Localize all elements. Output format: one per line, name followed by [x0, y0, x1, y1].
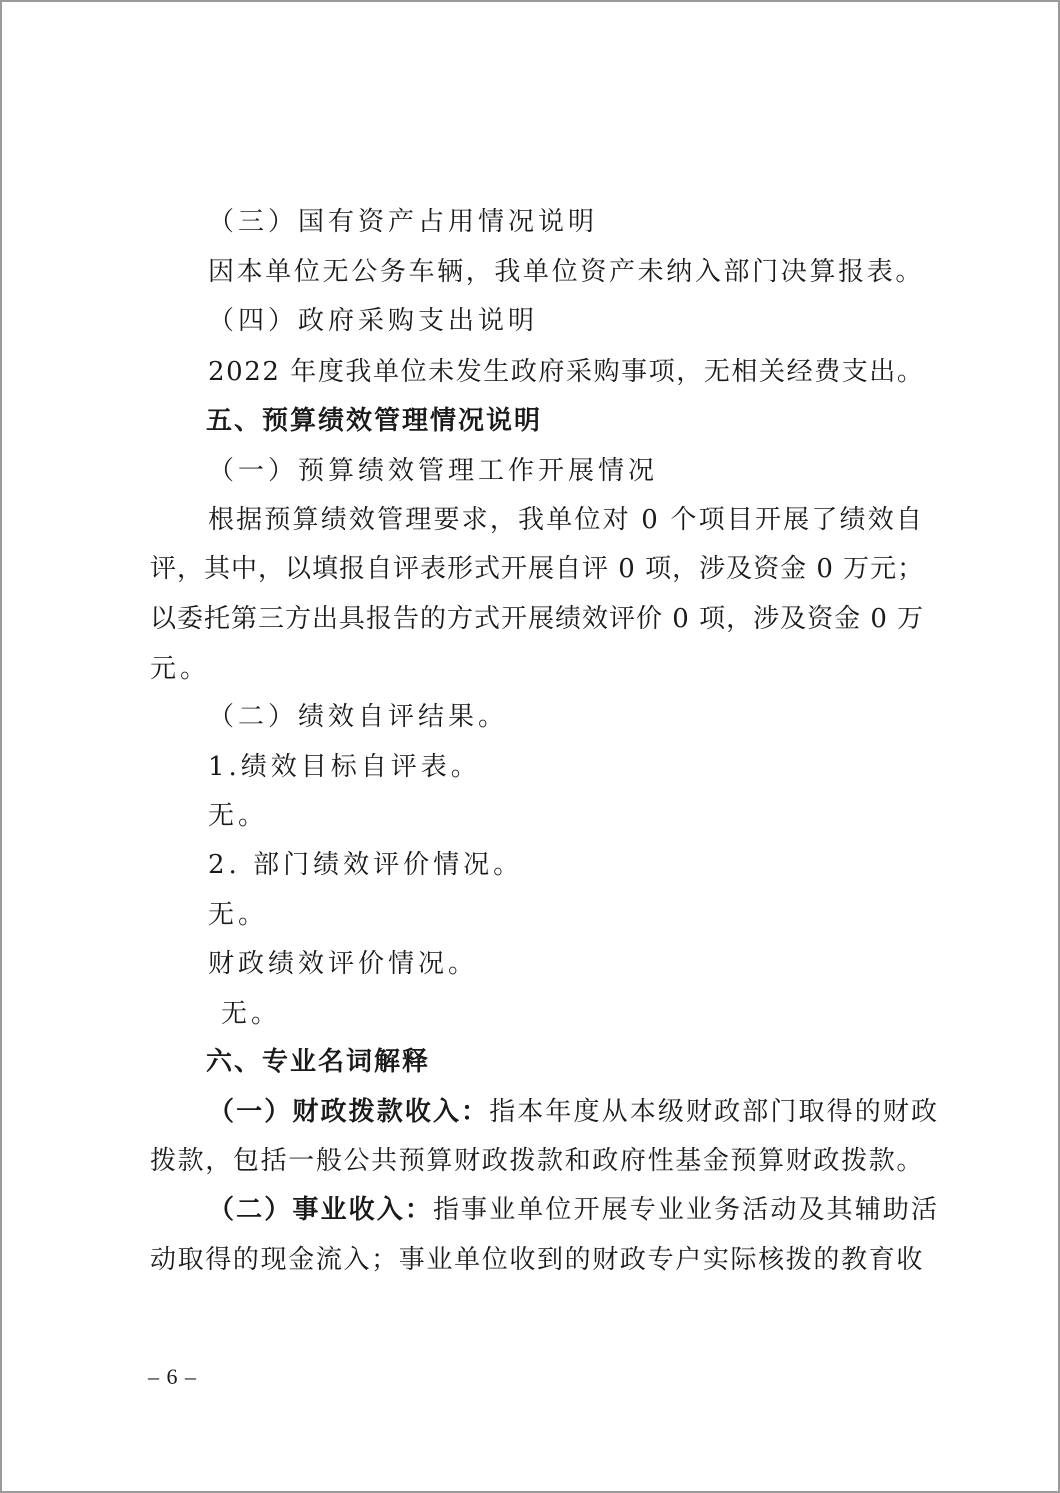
- page-number: – 6 –: [148, 1364, 197, 1389]
- self-evaluation-item-3-value: 无。: [221, 999, 282, 1029]
- self-evaluation-item-1-value: 无。: [208, 801, 269, 831]
- term-2-line-1: [208, 1193, 939, 1227]
- term-1-line-1: [208, 1095, 939, 1129]
- section-4-heading: （四）政府采购支出说明: [208, 306, 539, 336]
- self-evaluation-item-3-title: 财政绩效评价情况。: [208, 949, 479, 979]
- performance-paragraph-line-1: 根据预算绩效管理要求，我单位对 0 个项目开展了绩效自: [208, 505, 925, 535]
- section-3-heading: （三）国有资产占用情况说明: [208, 207, 599, 237]
- chapter-6-heading: 六、专业名词解释: [206, 1047, 431, 1077]
- term-1-line-2: 拨款，包括一般公共预算财政拨款和政府性基金预算财政拨款。: [150, 1146, 925, 1176]
- self-evaluation-item-2-value: 无。: [208, 900, 269, 930]
- term-2-line-2: 动取得的现金流入；事业单位收到的财政专户实际核拨的教育收: [150, 1245, 925, 1275]
- self-evaluation-item-2-title: 2. 部门绩效评价情况。: [208, 850, 524, 880]
- section-4-body: 2022 年度我单位未发生政府采购事项，无相关经费支出。: [208, 357, 925, 387]
- term-2-definition-start: 指事业单位开展专业业务活动及其辅助活: [432, 1195, 940, 1225]
- chapter-5-sub-1-heading: （一）预算绩效管理工作开展情况: [208, 456, 659, 486]
- performance-paragraph-line-3: 以委托第三方出具报告的方式开展绩效评价 0 项，涉及资金 0 万: [150, 604, 925, 634]
- term-1-definition-start: 指本年度从本级财政部门取得的财政: [489, 1097, 940, 1127]
- term-1-label: （一）财政拨款收入：: [208, 1097, 490, 1127]
- term-2-label: （二）事业收入：: [208, 1195, 433, 1225]
- chapter-5-sub-2-heading: （二）绩效自评结果。: [208, 702, 509, 732]
- performance-paragraph-line-2: 评，其中，以填报自评表形式开展自评 0 项，涉及资金 0 万元；: [150, 554, 925, 584]
- self-evaluation-item-1-title: 1.绩效目标自评表。: [208, 752, 481, 782]
- section-3-body: 因本单位无公务车辆，我单位资产未纳入部门决算报表。: [208, 257, 925, 287]
- performance-paragraph-line-4: 元。: [150, 654, 211, 684]
- chapter-5-heading: 五、预算绩效管理情况说明: [206, 406, 543, 436]
